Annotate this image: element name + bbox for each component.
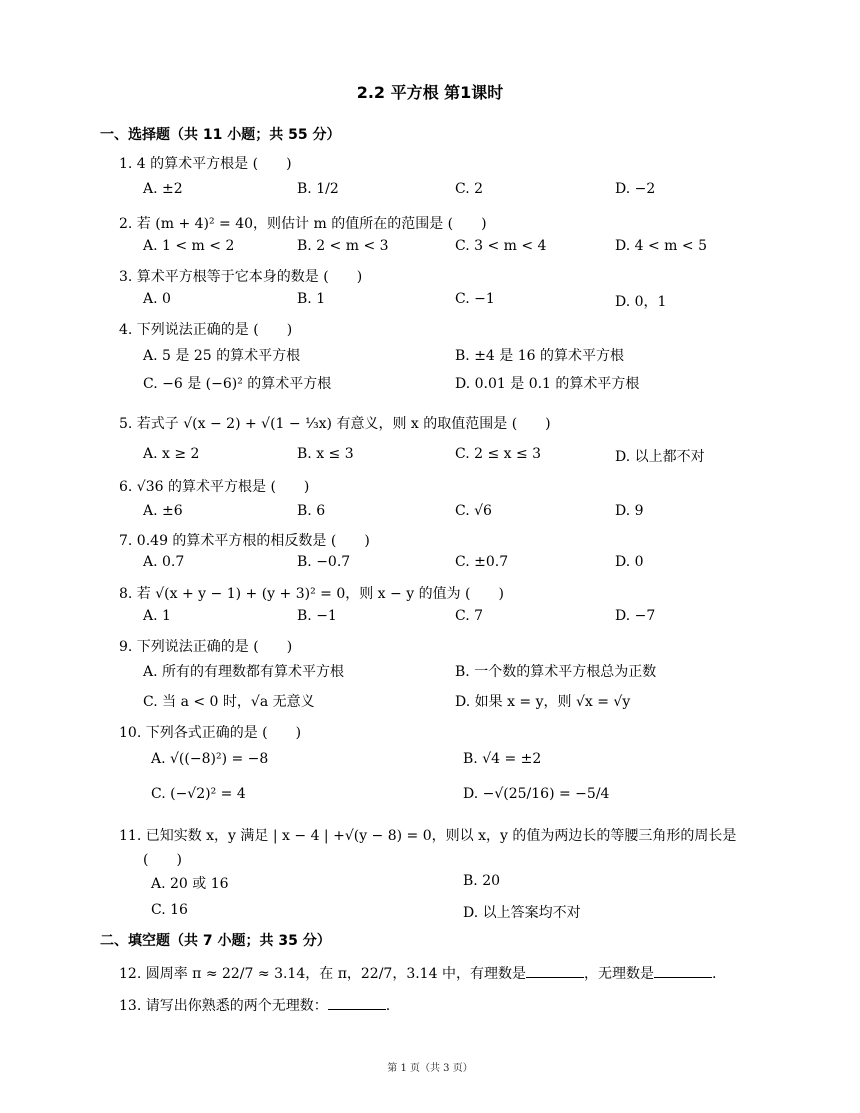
page-title: 2.2 平方根 第1课时 [356,83,504,102]
q4-option-b: B. ±4 是 16 的算术平方根 [455,348,624,364]
q7-option-d: D. 0 [615,554,644,570]
q3-option-a: A. 0 [143,291,171,307]
q2-option-b: B. 2 < m < 3 [297,238,389,254]
q9-option-d: D. 如果 x = y，则 √x = √y [455,694,631,710]
q6-option-c: C. √6 [455,503,492,519]
q8-option-b: B. −1 [297,608,337,624]
q6-option-d: D. 9 [615,503,644,519]
q7-stem: 7. 0.49 的算术平方根的相反数是 ( ) [119,533,370,549]
q11-option-c: C. 16 [151,902,188,918]
q4-stem: 4. 下列说法正确的是 ( ) [119,322,293,338]
q2-option-d: D. 4 < m < 5 [615,238,707,254]
q13-blank[interactable] [328,997,386,1010]
q5-option-c: C. 2 ≤ x ≤ 3 [455,446,542,462]
q8-option-c: C. 7 [455,608,484,624]
q7-option-b: B. −0.7 [297,554,351,570]
q4-option-d: D. 0.01 是 0.1 的算术平方根 [455,376,640,392]
q6-option-b: B. 6 [297,503,326,519]
q11-option-a: A. 20 或 16 [151,876,229,892]
q9-option-c: C. 当 a < 0 时，√a 无意义 [143,694,315,710]
q8-option-d: D. −7 [615,608,656,624]
q13-text-2: . [385,998,391,1014]
q12-text-1: 12. 圆周率 π ≈ 22/7 ≈ 3.14，在 π，22/7，3.14 中，有理数是 [119,966,526,982]
q7-option-a: A. 0.7 [143,554,185,570]
q1-stem: 1. 4 的算术平方根是 ( ) [119,156,292,172]
q3-stem: 3. 算术平方根等于它本身的数是 ( ) [119,269,363,285]
q1-option-a: A. ±2 [143,181,183,197]
q10-option-d: D. −√(25/16) = −5/4 [463,786,610,802]
q1-option-d: D. −2 [615,181,656,197]
q9-option-a: A. 所有的有理数都有算术平方根 [143,664,345,680]
q10-stem: 10. 下列各式正确的是 ( ) [119,725,302,741]
q1-option-b: B. 1/2 [297,181,339,197]
q6-stem: 6. √36 的算术平方根是 ( ) [119,479,310,495]
q12-text-2: ，无理数是 [583,966,654,982]
q12-stem [119,963,716,983]
q11-stem: 11. 已知实数 x，y 满足 | x − 4 | +√(y − 8) = 0，则以 x，y 的值为两边长的等腰三角形的周长是 [119,828,737,844]
q8-stem: 8. 若 √(x + y − 1) + (y + 3)² = 0，则 x − y 的值为 ( ) [119,586,504,602]
q2-option-c: C. 3 < m < 4 [455,238,547,254]
q12-text-3: . [711,966,717,982]
section-fill-heading: 二、填空题（共 7 小题；共 35 分） [100,933,331,949]
q13-text-1: 13. 请写出你熟悉的两个无理数： [119,998,328,1014]
q12-blank-irrational[interactable] [654,965,712,978]
q5-option-b: B. x ≤ 3 [297,446,354,462]
q2-option-a: A. 1 < m < 2 [143,238,235,254]
q6-option-a: A. ±6 [143,503,183,519]
q11-option-d: D. 以上答案均不对 [463,905,581,921]
q5-option-d: D. 以上都不对 [615,449,705,465]
q13-stem [119,995,390,1015]
q12-blank-rational[interactable] [526,965,584,978]
q3-option-d: D. 0，1 [615,294,667,310]
q4-option-a: A. 5 是 25 的算术平方根 [143,348,301,364]
q5-stem: 5. 若式子 √(x − 2) + √(1 − ⅓x) 有意义，则 x 的取值范围是 ( ) [119,416,551,432]
q3-option-b: B. 1 [297,291,326,307]
q11-stem-paren: ( ) [143,852,182,868]
q10-option-b: B. √4 = ±2 [463,751,542,767]
q3-option-c: C. −1 [455,291,495,307]
q1-option-c: C. 2 [455,181,484,197]
q10-option-a: A. √((−8)²) = −8 [151,751,269,767]
q8-option-a: A. 1 [143,608,171,624]
q5-option-a: A. x ≥ 2 [143,446,200,462]
page-footer: 第 1 页（共 3 页） [387,1063,473,1074]
q2-stem: 2. 若 (m + 4)² = 40，则估计 m 的值所在的范围是 ( ) [119,216,487,232]
q9-option-b: B. 一个数的算术平方根总为正数 [455,664,657,680]
q11-option-b: B. 20 [463,873,501,889]
section-choice-heading: 一、选择题（共 11 小题；共 55 分） [100,127,341,143]
q7-option-c: C. ±0.7 [455,554,509,570]
q10-option-c: C. (−√2)² = 4 [151,786,246,802]
q4-option-c: C. −6 是 (−6)² 的算术平方根 [143,376,332,392]
q9-stem: 9. 下列说法正确的是 ( ) [119,639,293,655]
